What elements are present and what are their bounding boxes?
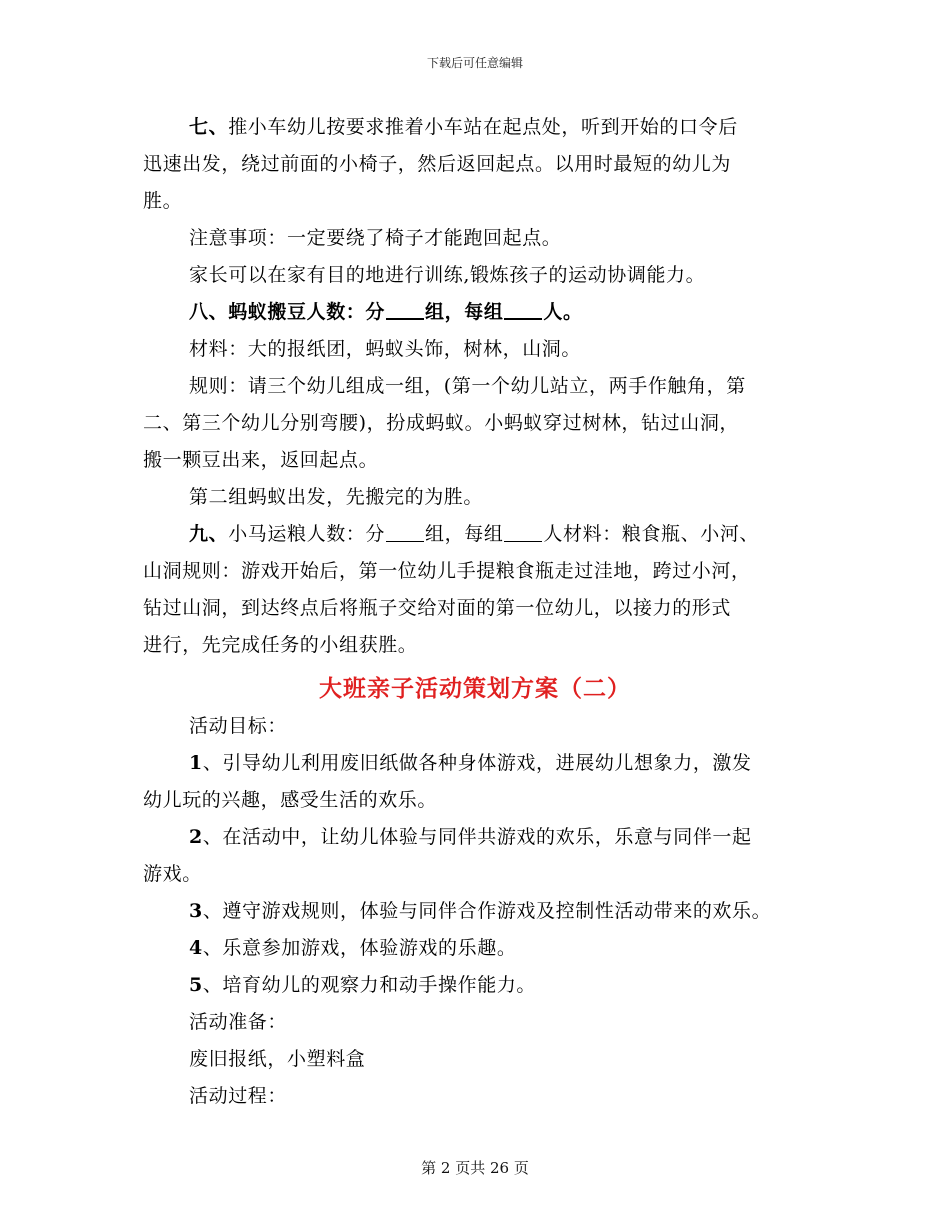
section7-line1 xyxy=(189,109,854,146)
prep-heading: 活动准备： xyxy=(189,1011,288,1033)
goal-5-number: 5 xyxy=(189,974,203,996)
section7-line2: 迅速出发，绕过前面的小椅子，然后返回起点。以用时最短的幼儿为 xyxy=(143,153,732,175)
section7-line1-text: 推小车幼儿按要求推着小车站在起点处，听到开始的口令后 xyxy=(228,116,738,138)
section9-number: 九、 xyxy=(189,523,229,545)
page-footer: 第 2 页共 26 页 xyxy=(421,1159,529,1177)
section9-line1-c: 人材料：粮食瓶、小河、 xyxy=(543,523,760,545)
goal-1-number: 1 xyxy=(189,752,203,774)
section8-heading-c: 人。 xyxy=(543,301,583,323)
goal-3-number: 3 xyxy=(189,900,203,922)
section7-note: 注意事项：一定要绕了椅子才能跑回起点。 xyxy=(189,227,562,249)
section8-heading xyxy=(189,294,854,331)
section-title: 大班亲子活动策划方案（二） xyxy=(319,675,631,702)
goal-5 xyxy=(189,967,854,1004)
goal-3 xyxy=(189,893,854,930)
section8-heading-a: 八、蚂蚁搬豆人数：分 xyxy=(189,301,386,323)
goal-4 xyxy=(189,930,854,967)
goal-1-line2: 幼儿玩的兴趣，感受生活的欢乐。 xyxy=(143,789,438,811)
section7-line3: 胜。 xyxy=(143,190,183,212)
section9-line3: 钻过山洞，到达终点后将瓶子交给对面的第一位幼儿，以接力的形式 xyxy=(143,597,732,619)
process-heading: 活动过程： xyxy=(189,1085,288,1107)
section9-line4: 进行，先完成任务的小组获胜。 xyxy=(143,634,418,656)
prep-text: 废旧报纸，小塑料盒 xyxy=(189,1048,366,1070)
section8-rules-line4: 第二组蚂蚁出发，先搬完的为胜。 xyxy=(189,486,484,508)
goal-4-text: 、乐意参加游戏，体验游戏的乐趣。 xyxy=(202,937,517,959)
goal-4-number: 4 xyxy=(189,937,203,959)
goal-2-line1 xyxy=(189,819,854,856)
blank-people xyxy=(504,523,542,542)
section8-heading-b: 组，每组 xyxy=(425,301,504,323)
goal-5-text: 、培育幼儿的观察力和动手操作能力。 xyxy=(202,974,537,996)
goal-2-line2: 游戏。 xyxy=(143,863,202,885)
section9-line1-a: 小马运粮人数：分 xyxy=(228,523,386,545)
section7-number: 七、 xyxy=(189,116,229,138)
section7-parent-note: 家长可以在家有目的地进行训练,锻炼孩子的运动协调能力。 xyxy=(189,264,706,286)
blank-people xyxy=(504,300,542,320)
blank-groups xyxy=(386,523,424,542)
section9-line2: 山洞规则：游戏开始后，第一位幼儿手提粮食瓶走过洼地，跨过小河， xyxy=(143,560,751,582)
blank-groups xyxy=(386,300,424,320)
section8-rules-line2: 二、第三个幼儿分别弯腰)，扮成蚂蚁。小蚂蚁穿过树林，钻过山洞， xyxy=(143,412,740,434)
goal-2-text: 、在活动中，让幼儿体验与同伴共游戏的欢乐，乐意与同伴一起 xyxy=(202,826,752,848)
goals-heading: 活动目标： xyxy=(189,715,288,737)
section8-rules-line1: 规则：请三个幼儿组成一组，(第一个幼儿站立，两手作触角，第 xyxy=(189,375,746,397)
section9-line1-b: 组，每组 xyxy=(425,523,504,545)
goal-2-number: 2 xyxy=(189,826,203,848)
section8-materials: 材料：大的报纸团，蚂蚁头饰，树林，山洞。 xyxy=(189,338,582,360)
section8-rules-line3: 搬一颗豆出来，返回起点。 xyxy=(143,449,379,471)
goal-1-text: 、引导幼儿利用废旧纸做各种身体游戏，进展幼儿想象力，激发 xyxy=(202,752,752,774)
section9-line1 xyxy=(189,516,854,553)
goal-3-text: 、遵守游戏规则，体验与同伴合作游戏及控制性活动带来的欢乐。 xyxy=(202,900,772,922)
page-header: 下载后可任意编辑 xyxy=(426,56,523,70)
goal-1-line1 xyxy=(189,745,854,782)
